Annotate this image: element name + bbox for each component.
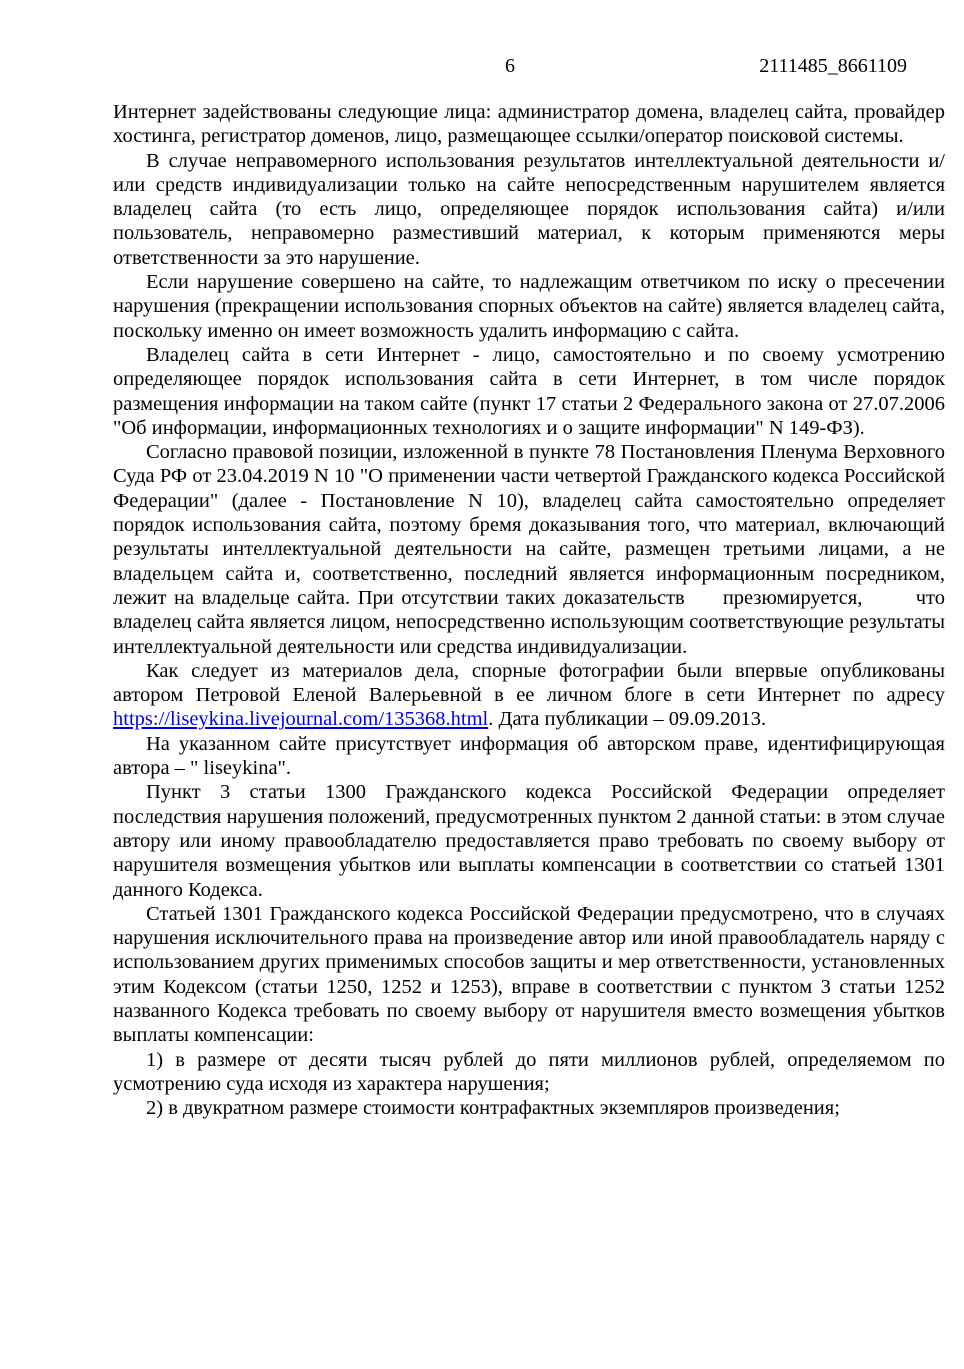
document-number: 2111485_8661109	[759, 55, 907, 77]
body-paragraph: На указанном сайте присутствует информация об авторском праве, идентифицирующая автора – " liseykina".	[113, 732, 945, 780]
article-url-link[interactable]: https://liseykina.livejournal.com/135368.html	[113, 708, 489, 731]
body-paragraph: Интернет задействованы следующие лица: администратор домена, владелец сайта, провайдер хостинга, регистратор доменов, лицо, размещающее ссылки/оператор поисковой системы.	[113, 101, 945, 148]
body-paragraph: Если нарушение совершено на сайте, то надлежащим ответчиком по иску о пресечении нарушения (прекращении использования спорных объектов на сайте) является владелец сайта, поскольку именно он имеет возможность удалить информацию с сайта.	[113, 271, 945, 342]
body-paragraph-list-item: 1) в размере от десяти тысяч рублей до пяти миллионов рублей, определяемом по усмотрению суда исходя из характера нарушения;	[113, 1048, 945, 1095]
paragraph-text: . Дата публикации – 09.09.2013.	[488, 708, 767, 731]
body-paragraph: Пункт 3 статьи 1300 Гражданского кодекса Российской Федерации определяет последствия нарушения положений, предусмотренных пунктом 2 данной статьи: в этом случае автору или иному правообладателю предоставляется право требовать по своему выбору от нарушителя возмещения убытков или выплаты компенсации в соответствии со статьей 1301 данного Кодекса.	[113, 781, 945, 901]
body-paragraph: В случае неправомерного использования результатов интеллектуальной деятельности и/или средств индивидуализации только на сайте непосредственным нарушителем является владелец сайта (то есть лицо, определяющее порядок использования сайта) и/или пользователь, неправомерно разместивший материал, к которым применяются меры ответственности за это нарушение.	[113, 149, 945, 269]
paragraph-text: Как следует из материалов дела, спорные фотографии были впервые опубликованы автором Петровой Еленой Валерьевной в ее личном блоге в сети Интернет по адресу	[113, 659, 945, 707]
page-header	[113, 54, 907, 80]
body-paragraph: Статьей 1301 Гражданского кодекса Российской Федерации предусмотрено, что в случаях нарушения исключительного права на произведение автор или иной правообладатель наряду с использованием других применимых способов защиты и мер ответственности, установленных этим Кодексом (статьи 1250, 1252 и 1253), вправе в соответствии с пунктом 3 статьи 1252 названного Кодекса требовать по своему выбору от нарушителя вместо возмещения убытков выплаты компенсации:	[113, 902, 945, 1047]
body-paragraph-list-item: 2) в двукратном размере стоимости контрафактных экземпляров произведения;	[146, 1097, 840, 1120]
body-paragraph: Владелец сайта в сети Интернет - лицо, самостоятельно и по своему усмотрению определяющее порядок использования сайта в сети Интернет, в том числе порядок размещения информации на таком сайте (пункт 17 статьи 2 Федерального закона от 27.07.2006 "Об информации, информационных технологиях и о защите информации" N 149-ФЗ).	[113, 343, 945, 439]
body-paragraph: Согласно правовой позиции, изложенной в пункте 78 Постановления Пленума Верховного Суда РФ от 23.04.2019 N 10 "О применении части четвертой Гражданского кодекса Российской Федерации" (далее - Постановление N 10), владелец сайта самостоятельно определяет порядок использования сайта, поэтому бремя доказывания того, что материал, включающий результаты интеллектуальной деятельности на сайте, размещен третьими лицами, а не владельцем сайта и, соответственно, последний является информационным посредником, лежит на владельце сайта. При отсутствии таких доказательств презюмируется, что владелец сайта является лицом, непосредственно использующим соответствующие результаты интеллектуальной деятельности или средства индивидуализации.	[113, 441, 945, 658]
document-body	[113, 100, 945, 1120]
page-number: 6	[505, 55, 515, 77]
body-paragraph-with-link	[113, 659, 945, 732]
